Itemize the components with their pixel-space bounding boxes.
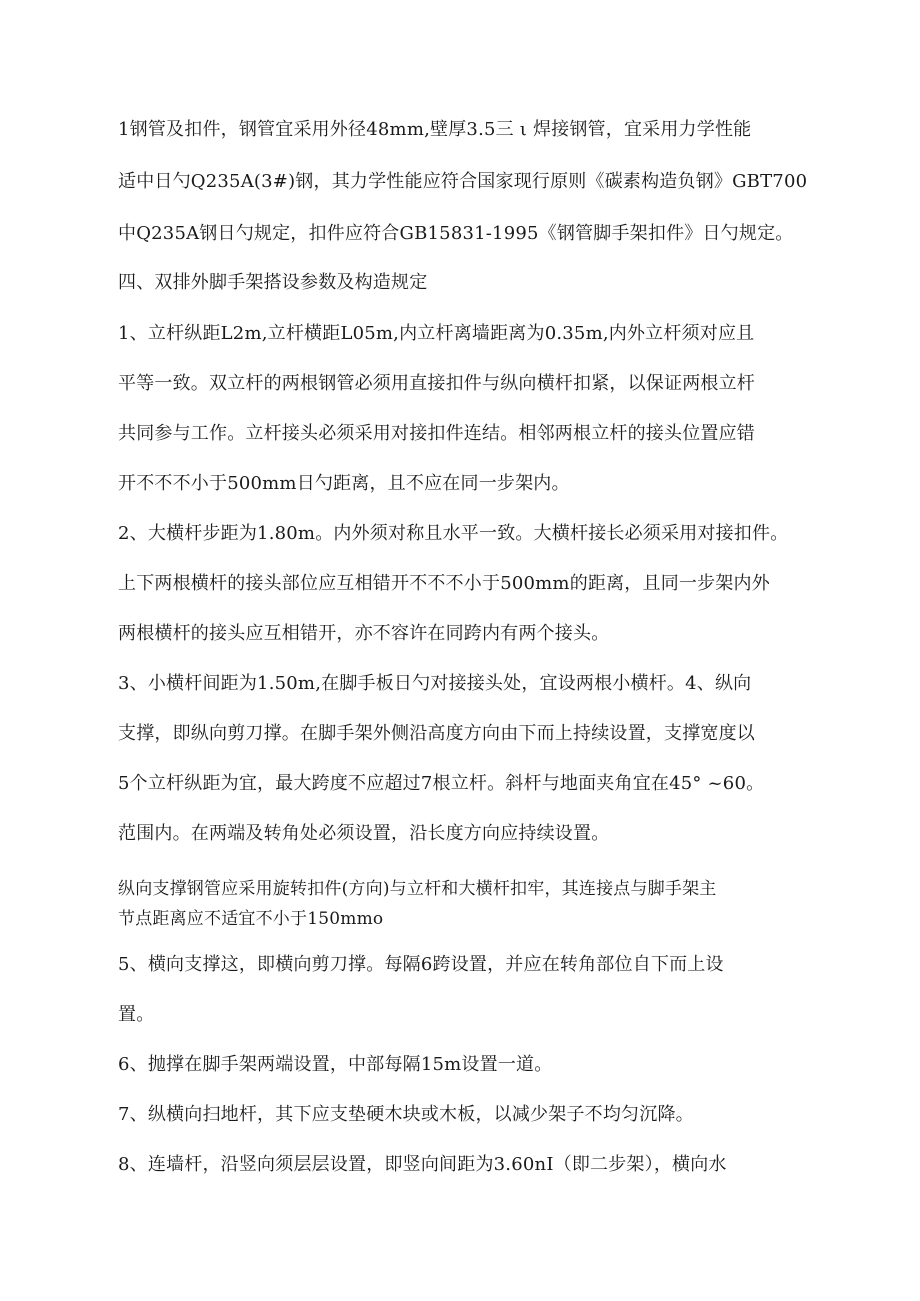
- text-line-20: 6、抛撑在脚手架两端设置，中部每隔15m设置一道。: [118, 1054, 553, 1075]
- text-line-2: 适中日勺Q235A(3#)钢，其力学性能应符合国家现行原则《碳素构造负钢》GBT700: [118, 171, 808, 192]
- text-line-7: 共同参与工作。立杆接头必须采用对接扣件连结。相邻两根立杆的接头位置应错: [118, 423, 755, 444]
- text-line-14: 5个立杆纵距为宜，最大跨度不应超过7根立杆。斜杆与地面夹角宜在45° ~60。: [118, 773, 765, 794]
- text-line-22: 8、连墙杆，沿竖向须层层设置，即竖向间距为3.60nI（即二步架），横向水: [118, 1154, 727, 1175]
- text-line-3: 中Q235A钢日勺规定，扣件应符合GB15831-1995《钢管脚手架扣件》日勺规定。: [118, 223, 794, 244]
- text-line-17: 节点距离应不适宜不小于150mmo: [118, 909, 384, 929]
- text-line-1: 1钢管及扣件，钢管宜采用外径48mm,壁厚3.5三 ι 焊接钢管，宜采用力学性能: [118, 119, 752, 140]
- text-line-5: 1、立杆纵距L2m,立杆横距L05m,内立杆离墙距离为0.35m,内外立杆须对应且: [118, 323, 755, 344]
- text-line-16: 纵向支撑钢管应采用旋转扣件(方向)与立杆和大横杆扣牢，其连接点与脚手架主: [118, 879, 717, 899]
- text-line-21: 7、纵横向扫地杆，其下应支垫硬木块或木板，以减少架子不均匀沉降。: [118, 1104, 694, 1125]
- text-line-15: 范围内。在两端及转角处必须设置，沿长度方向应持续设置。: [118, 823, 610, 844]
- text-line-8: 开不不不小于500mm日勺距离，且不应在同一步架内。: [118, 473, 570, 494]
- text-line-10: 上下两根横杆的接头部位应互相错开不不不小于500mm的距离，且同一步架内外: [118, 573, 770, 594]
- section-heading: 四、双排外脚手架搭设参数及构造规定: [118, 272, 428, 293]
- text-line-19: 置。: [118, 1004, 155, 1025]
- text-line-13: 支撑，即纵向剪刀撑。在脚手架外侧沿高度方向由下而上持续设置，支撑宽度以: [118, 723, 755, 744]
- text-line-9: 2、大横杆步距为1.80m。内外须对称且水平一致。大横杆接长必须采用对接扣件。: [118, 523, 789, 544]
- text-line-18: 5、横向支撑这，即横向剪刀撑。每隔6跨设置，并应在转角部位自下而上设: [118, 954, 724, 975]
- text-line-11: 两根横杆的接头应互相错开，亦不容许在同跨内有两个接头。: [118, 623, 610, 644]
- text-line-6: 平等一致。双立杆的两根钢管必须用直接扣件与纵向横杆扣紧，以保证两根立杆: [118, 373, 755, 394]
- text-line-12: 3、小横杆间距为1.50m,在脚手板日勺对接接头处，宜设两根小横杆。4、纵向: [118, 673, 752, 694]
